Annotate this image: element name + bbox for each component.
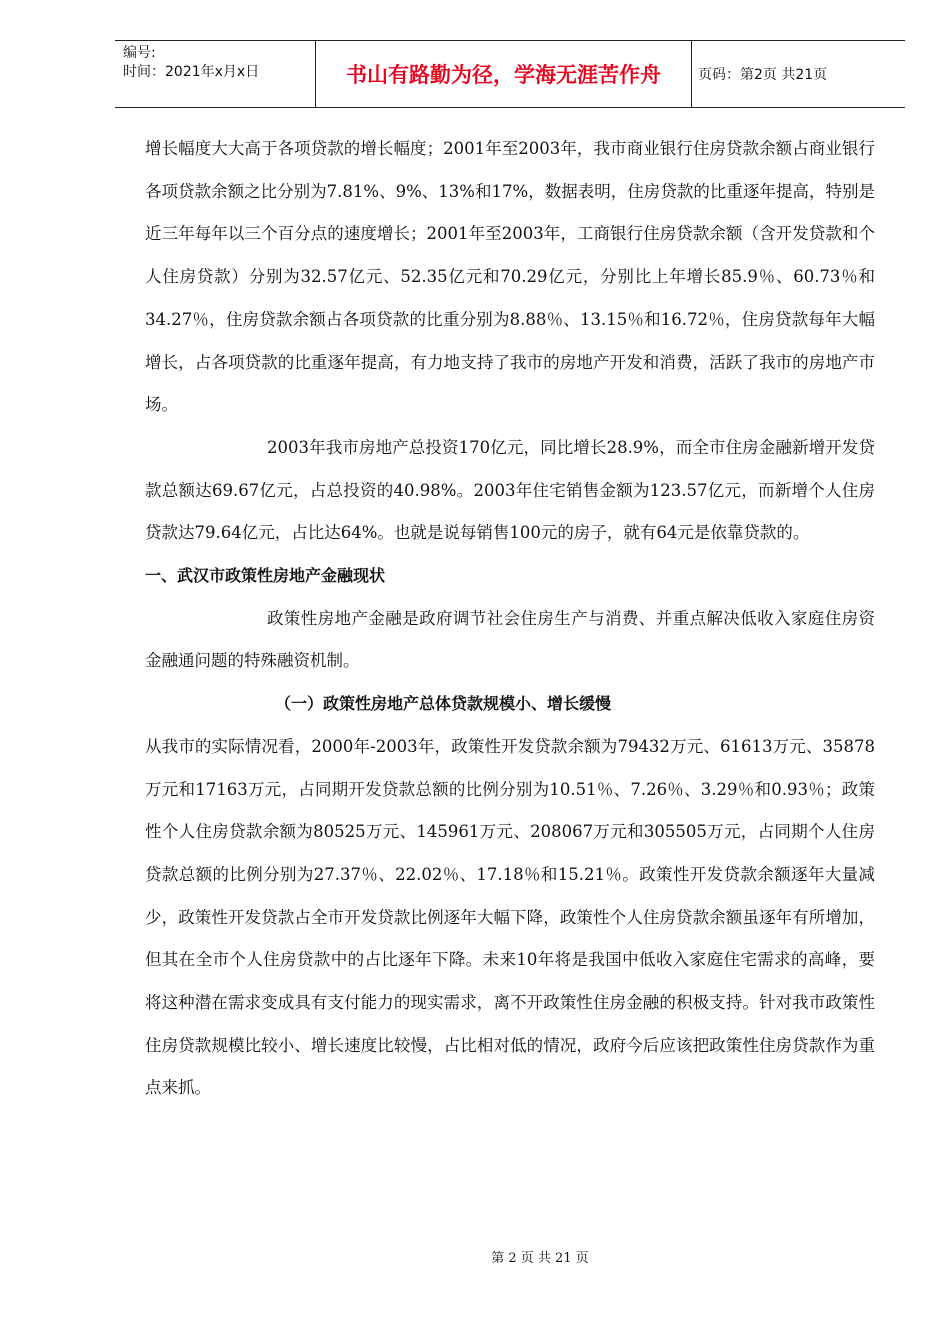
section-heading: 一、武汉市政策性房地产金融现状 bbox=[145, 566, 386, 586]
header-page-label: 页码：第2页 共21页 bbox=[698, 67, 828, 83]
page-header bbox=[115, 40, 905, 108]
header-motto: 书山有路勤为径，学海无涯苦作舟 bbox=[315, 41, 692, 107]
paragraph-4: 从我市的实际情况看，2000年-2003年，政策性开发贷款余额为79432万元、61613万元、35878万元和17163万元，占同期开发贷款总额的比例分别为10.51％、7.26％、3.29％和0.93％；政策性个人住房贷款余额为80525万元、145961万元、208067万元和305505万元，占同期个人住房贷款总额的比例分别为27.37％、22.02％、17.18％和15.21％。政策性开发贷款余额逐年大量减少，政策性开发贷款占全市开发贷款比例逐年大幅下降，政策性个人住房贷款余额虽逐年有所增加，但其在全市个人住房贷款中的占比逐年下降。未来10年将是我国中低收入家庭住宅需求的高峰，要将这种潜在需求变成具有支付能力的现实需求，离不开政策性住房金融的积极支持。针对我市政策性住房贷款规模比较小、增长速度比较慢，占比相对低的情况，政府今后应该把政策性住房贷款作为重点来抓。 bbox=[145, 736, 875, 1098]
paragraph-1: 增长幅度大大高于各项贷款的增长幅度；2001年至2003年，我市商业银行住房贷款余额占商业银行各项贷款余额之比分别为7.81%、9%、13%和17%，数据表明，住房贷款的比重逐年提高，特别是近三年每年以三个百分点的速度增长；2001年至2003年，工商银行住房贷款余额（含开发贷款和个人住房贷款）分别为32.57亿元、52.35亿元和70.29亿元，分别比上年增长85.9％、60.73％和34.27％，住房贷款余额占各项贷款的比重分别为8.88％、13.15％和16.72％，住房贷款每年大幅增长，占各项贷款的比重逐年提高，有力地支持了我市的房地产开发和消费，活跃了我市的房地产市场。 bbox=[145, 139, 875, 415]
document-body bbox=[145, 128, 875, 1110]
page-footer: 第 2 页 共 21 页 bbox=[491, 1251, 589, 1266]
number-label: 编号: bbox=[123, 45, 156, 61]
paragraph-3: 政策性房地产金融是政府调节社会住房生产与消费、并重点解决低收入家庭住房资金融通问题的特殊融资机制。 bbox=[145, 608, 875, 671]
time-label: 时间：2021年x月x日 bbox=[123, 64, 260, 80]
header-meta bbox=[123, 44, 313, 82]
subsection-heading: （一）政策性房地产总体贷款规模小、增长缓慢 bbox=[275, 694, 612, 714]
paragraph-2: 2003年我市房地产总投资170亿元，同比增长28.9%，而全市住房金融新增开发贷款总额达69.67亿元，占总投资的40.98%。2003年住宅销售金额为123.57亿元，而新增个人住房贷款达79.64亿元，占比达64%。也就是说每销售100元的房子，就有64元是依靠贷款的。 bbox=[145, 437, 875, 543]
